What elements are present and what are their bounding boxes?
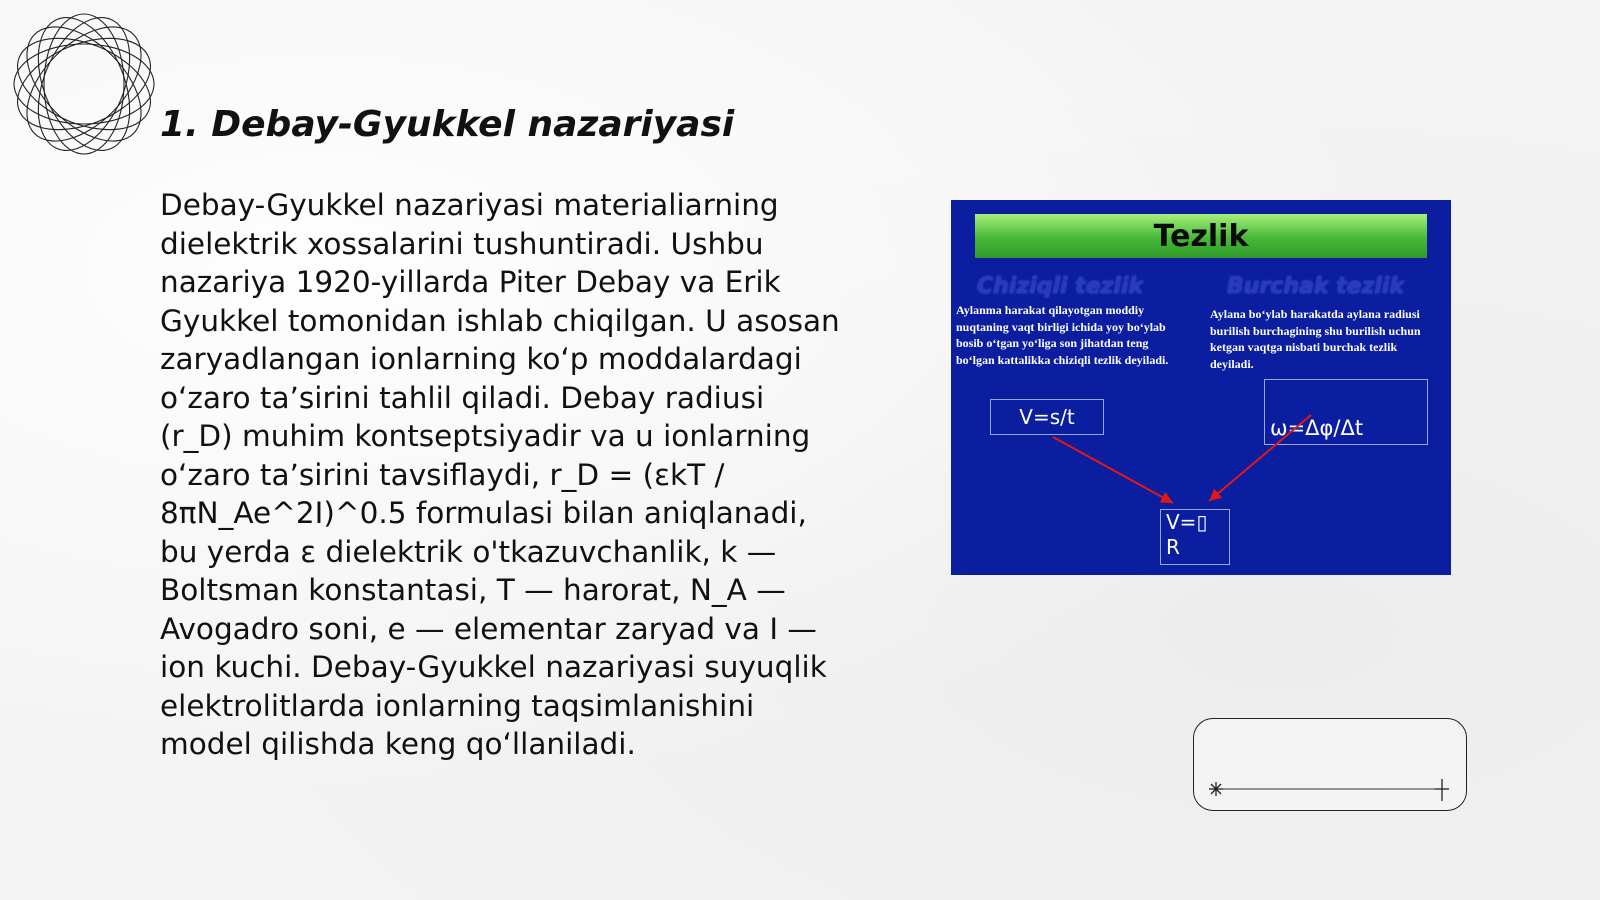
- left-description: Aylanma harakat qilayotgan moddiy nuqtaning vaqt birligi ichida yoy bo‘ylab bosib o‘tgan yo‘liga son jihatdan teng bo‘lgan kattalikka chiziqli tezlik deyiladi.: [956, 303, 1169, 367]
- tezlik-image-panel: [951, 200, 1451, 575]
- relation-formula-bottom: R: [1166, 535, 1180, 559]
- right-subheading: Burchak tezlik: [1227, 274, 1405, 299]
- logo-ring: [20, 10, 147, 158]
- media-end-icon: [1435, 779, 1449, 801]
- logo-ring: [10, 10, 158, 158]
- right-arrow: [1209, 415, 1311, 501]
- slide-body-text: Debay-Gyukkel nazariyasi materialiarning dielektrik xossalarini tushuntiradi. Ushbu nazariya 1920-yillarda Piter Debay va Erik Gyukkel tomonidan ishlab chiqilgan. U asosan zaryadlangan ionlarning ko‘p moddalardagi o‘zaro ta’sirini tahlil qiladi. Debay radiusi (r_D) muhim kontseptsiyadir va u ionlarning o‘zaro ta’sirini tavsiflaydi, r_D = (εkT / 8πN_Ae^2I)^0.5 formulasi bilan aniqlanadi, bu yerda ε dielektrik o'tkazuvchanlik, k — Boltsman konstantasi, T — harorat, N_A — Avogadro soni, e — elementar zaryad va I — ion kuchi. Debay-Gyukkel nazariyasi suyuqlik elektrolitlarda ionlarning taqsimlanishini model qilishda keng qo‘llaniladi.: [160, 188, 840, 761]
- media-start-icon: [1209, 782, 1223, 796]
- logo-ring: [10, 20, 158, 147]
- logo-ring: [20, 10, 147, 158]
- media-player-widget[interactable]: [1193, 718, 1467, 811]
- left-arrow: [1053, 437, 1173, 503]
- logo-ring: [10, 20, 158, 147]
- angular-velocity-formula: ω=Δφ/Δt: [1270, 416, 1364, 440]
- left-subheading: Chiziqli tezlik: [977, 274, 1144, 299]
- spirograph-logo-icon: [10, 10, 158, 158]
- right-description: Aylana bo‘ylab harakatda aylana radiusi burilish burchagining shu burilish uchun ketgan vaqtga nisbati burchak tezlik deyiladi.: [1210, 307, 1421, 371]
- arrows-graphic: [951, 200, 1451, 575]
- logo-ring: [10, 10, 158, 158]
- relation-formula-top: V=▯: [1166, 510, 1208, 534]
- linear-velocity-formula: V=s/t: [990, 399, 1104, 435]
- slide-title: 1. Debay-Gyukkel nazariyasi: [160, 104, 735, 145]
- panel-header: Tezlik: [975, 214, 1427, 258]
